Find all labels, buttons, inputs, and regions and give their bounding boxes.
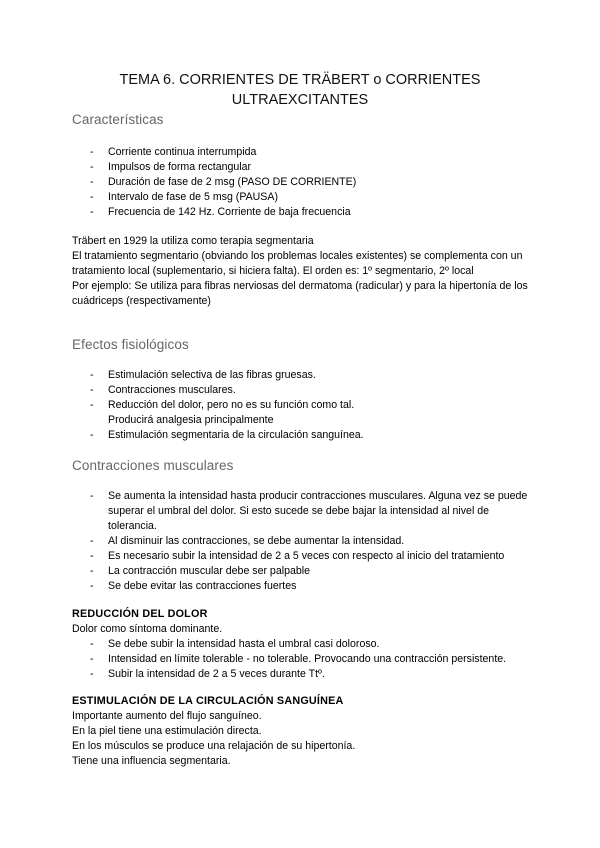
- reduccion-intro: Dolor como síntoma dominante.: [72, 623, 223, 635]
- heading-reduccion: REDUCCIÓN DEL DOLOR: [72, 608, 208, 620]
- list-item: - Corriente continua interrumpida: [88, 145, 538, 160]
- list-item: - Impulsos de forma rectangular: [88, 160, 538, 175]
- paragraph-line: Tiene una influencia segmentaria.: [72, 755, 231, 767]
- paragraph-line: En los músculos se produce una relajación de su hipertonía.: [72, 740, 356, 752]
- heading-caracteristicas: Características: [72, 112, 164, 127]
- list-item: - Se debe evitar las contracciones fuertes: [88, 579, 538, 594]
- list-item: - Estimulación selectiva de las fibras gruesas.: [88, 368, 538, 383]
- intro-paragraphs: [72, 234, 532, 309]
- reduccion-list: [88, 637, 538, 682]
- intro-paragraph: Por ejemplo: Se utiliza para fibras nerviosas del dermatoma (radicular) y para la hipertonía de los cuádriceps (respectivamente): [72, 280, 528, 307]
- list-item: - Estimulación segmentaria de la circulación sanguínea.: [88, 428, 538, 443]
- list-item: - La contracción muscular debe ser palpable: [88, 564, 538, 579]
- heading-efectos: Efectos fisiológicos: [72, 337, 189, 352]
- paragraph-line: En la piel tiene una estimulación directa.: [72, 725, 262, 737]
- heading-estimulacion: ESTIMULACIÓN DE LA CIRCULACIÓN SANGUÍNEA: [72, 695, 344, 707]
- efectos-list: [88, 368, 538, 443]
- caracteristicas-list: [88, 145, 538, 220]
- list-item: - Intensidad en límite tolerable - no tolerable. Provocando una contracción persistente.: [88, 652, 538, 667]
- list-item: - Intervalo de fase de 5 msg (PAUSA): [88, 190, 538, 205]
- list-item: - Duración de fase de 2 msg (PASO DE CORRIENTE): [88, 175, 538, 190]
- intro-paragraph: El tratamiento segmentario (obviando los problemas locales existentes) se complementa con un tratamiento local (suplementario, si hiciera falta). El orden es: 1º segmentario, 2º local: [72, 250, 523, 277]
- list-item: - Es necesario subir la intensidad de 2 a 5 veces con respecto al inicio del tratamiento: [88, 549, 538, 564]
- heading-contracciones: Contracciones musculares: [72, 458, 234, 473]
- list-item: - Se aumenta la intensidad hasta producir contracciones musculares. Alguna vez se puede superar el umbral del dolor. Si esto sucede se debe bajar la intensidad al nivel de tolerancia.: [88, 489, 538, 534]
- paragraph-line: Importante aumento del flujo sanguíneo.: [72, 710, 262, 722]
- page-title: [60, 70, 540, 110]
- list-item: - Frecuencia de 142 Hz. Corriente de baja frecuencia: [88, 205, 538, 220]
- title-line-1: TEMA 6. CORRIENTES DE TRÄBERT o CORRIENTES: [119, 72, 481, 88]
- list-item: - Contracciones musculares.: [88, 383, 538, 398]
- contracciones-list: [88, 489, 538, 594]
- list-item: - Reducción del dolor, pero no es su función como tal. Producirá analgesia principalmente: [88, 398, 538, 428]
- estimulacion-lines: [72, 709, 532, 769]
- title-line-2: ULTRAEXCITANTES: [231, 92, 369, 108]
- list-item: - Se debe subir la intensidad hasta el umbral casi doloroso.: [88, 637, 538, 652]
- intro-paragraph: Träbert en 1929 la utiliza como terapia segmentaria: [72, 235, 314, 247]
- list-item: - Al disminuir las contracciones, se debe aumentar la intensidad.: [88, 534, 538, 549]
- list-item: - Subir la intensidad de 2 a 5 veces durante Ttº.: [88, 667, 538, 682]
